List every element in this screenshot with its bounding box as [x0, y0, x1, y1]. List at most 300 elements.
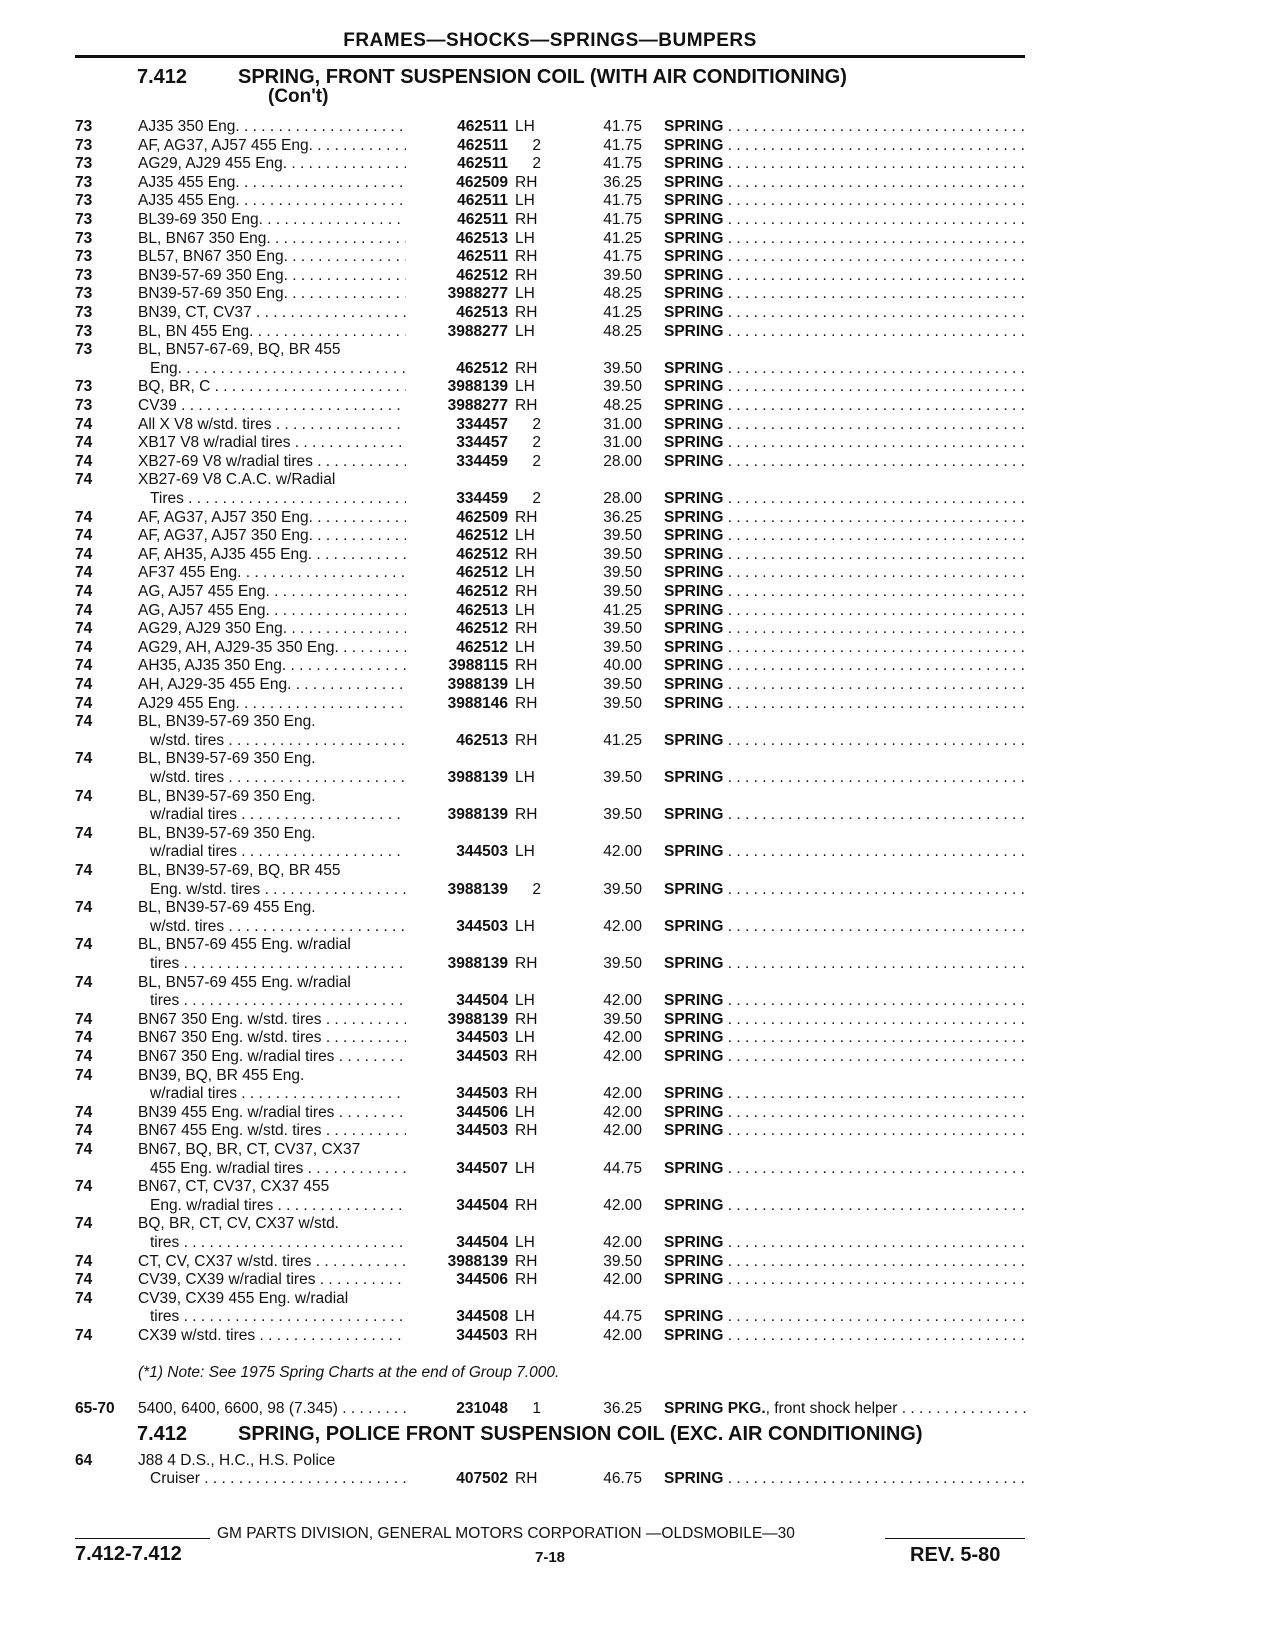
figure-number: 74	[75, 415, 93, 433]
part-name-text: SPRING	[664, 601, 724, 619]
price: 36.25	[603, 173, 642, 191]
part-name	[664, 918, 1026, 936]
part-number: 462512	[456, 620, 508, 638]
quantity: LH	[515, 1029, 535, 1047]
quantity: 2	[532, 136, 541, 154]
table-row	[0, 657, 1280, 675]
part-number: 344506	[456, 1103, 508, 1121]
part-name	[664, 360, 1026, 378]
price: 42.00	[603, 1271, 642, 1289]
quantity: RH	[515, 1085, 538, 1103]
part-number: 3988139	[447, 378, 508, 396]
part-name-text: SPRING	[664, 415, 724, 433]
row-description: BN39 455 Eng. w/radial tires . . .	[138, 1104, 406, 1122]
part-name	[664, 118, 1026, 136]
price: 39.50	[603, 676, 642, 693]
row-description-cont: tires . . .	[150, 1234, 406, 1252]
quantity: RH	[515, 545, 538, 563]
figure-number: 73	[75, 378, 93, 396]
part-name-text: SPRING	[664, 322, 724, 340]
part-name	[664, 546, 1026, 564]
table-row	[0, 1290, 1280, 1308]
part-name	[664, 1253, 1026, 1271]
part-number: 3988139	[447, 806, 508, 824]
table-row-64-cont	[0, 1470, 1280, 1488]
table-row	[0, 211, 1280, 229]
part-number: 344504	[456, 1234, 508, 1251]
figure-number: 73	[75, 266, 93, 284]
price: 39.50	[603, 378, 642, 396]
row-description: XB27-69 V8 C.A.C. w/Radial	[138, 471, 336, 489]
part-name	[664, 174, 1026, 192]
part-name	[664, 285, 1026, 303]
row-description-cont: Eng. w/std. tires . . .	[150, 881, 406, 899]
price: 41.75	[603, 211, 642, 228]
part-name-text: SPRING	[664, 211, 724, 228]
part-name-text: SPRING	[664, 676, 724, 693]
quantity: RH	[515, 248, 538, 266]
figure-number: 74	[75, 899, 93, 917]
part-name-text: SPRING	[664, 452, 724, 470]
figure-number: 73	[75, 173, 93, 191]
price: 48.25	[603, 397, 642, 414]
row-description: BL, BN57-69 455 Eng. w/radial	[138, 973, 351, 991]
quantity: LH	[515, 1103, 535, 1121]
part-name	[664, 453, 1026, 471]
part-name	[664, 509, 1026, 527]
price: 28.00	[603, 452, 642, 470]
figure-number: 74	[75, 527, 93, 545]
table-row	[0, 341, 1280, 359]
table-row	[0, 788, 1280, 806]
table-row	[0, 174, 1280, 192]
table-row	[0, 471, 1280, 489]
part-name-text: SPRING	[664, 527, 724, 545]
row-description-cont: Tires . . .	[150, 490, 406, 508]
table-row	[0, 974, 1280, 992]
part-name	[664, 323, 1026, 341]
part-name	[664, 490, 1026, 508]
price: 39.50	[603, 880, 642, 898]
part-number: 462513	[456, 304, 508, 321]
part-name	[664, 1160, 1026, 1178]
row-description: BL, BN39-57-69, BQ, BR 455	[138, 862, 341, 879]
part-number: 334457	[456, 434, 508, 452]
figure-number: 74	[75, 657, 93, 675]
part-name	[664, 843, 1026, 861]
price: 42.00	[603, 1048, 642, 1065]
quantity: RH	[515, 955, 538, 972]
row-description: AF, AH35, AJ35 455 Eng. . . .	[138, 546, 406, 564]
table-row	[0, 1178, 1280, 1196]
figure-number: 74	[75, 694, 93, 712]
part-number: 344508	[456, 1308, 508, 1326]
figure-number: 73	[75, 341, 93, 359]
figure-number: 74	[75, 1252, 93, 1270]
part-name	[664, 639, 1026, 657]
part-name-text: SPRING	[664, 545, 724, 563]
part-name	[664, 378, 1026, 396]
part-name	[664, 695, 1026, 713]
footer-revision: REV. 5-80	[910, 1544, 1001, 1566]
table-row	[0, 230, 1280, 248]
figure-number: 74	[75, 862, 93, 879]
figure-number: 73	[75, 155, 93, 173]
quantity: RH	[515, 1048, 538, 1065]
table-row	[0, 509, 1280, 527]
part-number: 462511	[457, 211, 508, 228]
row-description: BL, BN57-69 455 Eng. w/radial	[138, 936, 351, 954]
part-name	[664, 1085, 1026, 1103]
price: 39.50	[603, 955, 642, 972]
figure-number: 74	[75, 434, 93, 452]
quantity: RH	[515, 1196, 538, 1214]
row-description: AH35, AJ35 350 Eng. . . .	[138, 657, 406, 675]
quantity: RH	[515, 211, 538, 228]
figure-number: 74	[75, 1122, 93, 1140]
quantity: 2	[532, 415, 541, 433]
row-description-cont: tires . . .	[150, 992, 406, 1010]
row-description: BL, BN39-57-69 350 Eng.	[138, 824, 316, 842]
price: 39.50	[603, 527, 642, 545]
part-name	[664, 1197, 1026, 1215]
row-description: AG29, AH, AJ29-35 350 Eng. . . .	[138, 639, 406, 657]
table-row	[0, 862, 1280, 880]
part-number: 3988139	[447, 955, 508, 972]
part-number: 462512	[456, 527, 508, 545]
quantity: RH	[515, 806, 538, 824]
part-name-text: SPRING	[664, 638, 724, 656]
part-number: 462509	[456, 508, 508, 526]
price: 42.00	[603, 1103, 642, 1121]
part-name	[664, 583, 1026, 601]
price: 41.75	[603, 136, 642, 154]
figure-number: 73	[75, 229, 93, 247]
figure-number: 74	[75, 638, 93, 656]
part-name	[664, 1122, 1026, 1140]
quantity: RH	[515, 304, 538, 321]
row-description: CV39, CX39 w/radial tires . . .	[138, 1271, 406, 1289]
part-number: 344503	[456, 1085, 508, 1103]
part-name-text: SPRING	[664, 731, 724, 749]
quantity: RH	[515, 583, 538, 600]
quantity: LH	[515, 564, 535, 582]
row-description: AJ35 455 Eng. . . .	[138, 192, 406, 210]
part-number: 334457	[456, 415, 508, 433]
table-row	[0, 137, 1280, 155]
figure-number: 73	[75, 285, 93, 303]
table-row	[0, 750, 1280, 768]
figure-number: 74	[75, 1066, 93, 1084]
quantity: RH	[515, 173, 538, 191]
part-name	[664, 769, 1026, 787]
table-row	[0, 285, 1280, 303]
table-row-cont	[0, 992, 1280, 1010]
price: 44.75	[603, 1308, 642, 1326]
quantity: RH	[515, 1327, 538, 1344]
row-description: XB27-69 V8 w/radial tires . . .	[138, 453, 406, 471]
price: 31.00	[603, 415, 642, 433]
part-number: 462512	[456, 359, 508, 377]
part-name-text: SPRING	[664, 620, 724, 638]
row-description: AJ29 455 Eng. . . .	[138, 695, 406, 713]
part-name-text: SPRING	[664, 304, 724, 321]
part-name-text: SPRING	[664, 657, 724, 675]
part-name-text: SPRING	[664, 285, 724, 303]
part-name-text: SPRING	[664, 229, 724, 247]
part-name-text: SPRING	[664, 1252, 724, 1270]
part-number: 3988139	[447, 880, 508, 898]
table-row	[0, 639, 1280, 657]
quantity: RH	[515, 397, 538, 414]
part-name	[664, 137, 1026, 155]
row-description: AJ35 455 Eng. . . .	[138, 174, 406, 192]
part-name-text: SPRING	[664, 378, 724, 396]
price: 39.50	[603, 769, 642, 786]
figure-number: 73	[75, 304, 93, 321]
row-description: BN39, BQ, BR 455 Eng.	[138, 1066, 305, 1084]
table-row	[0, 546, 1280, 564]
price: 42.00	[603, 917, 642, 935]
row-description: AG29, AJ29 350 Eng. . . .	[138, 620, 406, 638]
table-row	[0, 1215, 1280, 1233]
figure-number: 74	[75, 508, 93, 526]
part-name-text: SPRING	[664, 1048, 724, 1065]
row-description: J88 4 D.S., H.C., H.S. Police	[138, 1452, 336, 1469]
part-name-text: SPRING	[664, 359, 724, 377]
part-number: 3988277	[447, 322, 508, 340]
part-name-text: SPRING	[664, 248, 724, 266]
part-number: 462512	[456, 583, 508, 600]
part-number: 462513	[456, 601, 508, 619]
part-number: 344503	[456, 1029, 508, 1047]
figure-number: 74	[75, 1048, 93, 1065]
part-number: 462512	[456, 266, 508, 284]
row-description: BN67 350 Eng. w/radial tires . . .	[138, 1048, 406, 1066]
row-description: CV39 . . .	[138, 397, 406, 415]
price: 41.25	[603, 229, 642, 247]
price: 39.50	[603, 694, 642, 712]
table-row	[0, 192, 1280, 210]
figure-number: 74	[75, 676, 93, 693]
figure-number: 73	[75, 248, 93, 266]
part-number: 334459	[456, 452, 508, 470]
row-description-cont: w/std. tires . . .	[150, 732, 406, 750]
quantity: RH	[515, 359, 538, 377]
part-number: 462512	[456, 638, 508, 656]
quantity: RH	[515, 731, 538, 749]
quantity: RH	[515, 1271, 538, 1289]
section-title: SPRING, POLICE FRONT SUSPENSION COIL (EXC. AIR CONDITIONING)	[238, 1423, 923, 1445]
quantity: RH	[515, 508, 538, 526]
price: 39.50	[603, 1252, 642, 1270]
figure-number: 74	[75, 824, 93, 842]
row-description: CT, CV, CX37 w/std. tires . . .	[138, 1253, 406, 1271]
quantity: RH	[515, 1010, 538, 1028]
part-name-text: SPRING	[664, 508, 724, 526]
part-number: 462511	[457, 248, 508, 266]
table-row-cont	[0, 843, 1280, 861]
table-row	[0, 416, 1280, 434]
table-row	[0, 248, 1280, 266]
table-row	[0, 564, 1280, 582]
part-name-text: SPRING	[664, 1470, 724, 1487]
part-name-text: SPRING	[664, 1327, 724, 1344]
row-description: All X V8 w/std. tires . . .	[138, 416, 406, 434]
row-description: BL, BN67 350 Eng. . . .	[138, 230, 406, 248]
figure-number: 74	[75, 1178, 93, 1196]
part-number: 3988277	[447, 397, 508, 414]
part-name	[664, 1271, 1026, 1289]
price: 42.00	[603, 1122, 642, 1140]
figure-number: 73	[75, 136, 93, 154]
part-name-text: SPRING	[664, 434, 724, 452]
part-name-text: SPRING	[664, 1085, 724, 1103]
part-name	[664, 397, 1026, 415]
part-name-text: SPRING	[664, 118, 724, 135]
row-description-cont: w/radial tires . . .	[150, 806, 406, 824]
quantity: RH	[515, 1252, 538, 1270]
figure-number: 73	[75, 322, 93, 340]
figure-number: 74	[75, 1271, 93, 1289]
quantity: 2	[532, 490, 541, 507]
price: 41.75	[603, 118, 642, 135]
figure-number: 74	[75, 1103, 93, 1121]
row-description-cont: Eng. w/radial tires . . .	[150, 1197, 406, 1215]
part-number: 462512	[456, 564, 508, 582]
price: 41.75	[603, 155, 642, 173]
figure-number: 74	[75, 1029, 93, 1047]
quantity: LH	[515, 285, 535, 303]
part-name	[664, 620, 1026, 638]
part-name	[664, 602, 1026, 620]
quantity: LH	[515, 118, 535, 135]
part-name-text: SPRING	[664, 1029, 724, 1047]
figure-number: 74	[75, 545, 93, 563]
figure-number: 64	[75, 1452, 93, 1469]
part-number: 344503	[456, 1122, 508, 1140]
table-row	[0, 453, 1280, 471]
price: 39.50	[603, 583, 642, 600]
row-description: BL, BN39-57-69 350 Eng.	[138, 713, 316, 731]
part-name-text: SPRING	[664, 880, 724, 898]
figure-number: 74	[75, 713, 93, 731]
part-name	[664, 676, 1026, 694]
part-number: 344503	[456, 1327, 508, 1344]
price: 44.75	[603, 1159, 642, 1177]
row-description: CV39, CX39 455 Eng. w/radial	[138, 1289, 349, 1307]
page-header-title: FRAMES—SHOCKS—SPRINGS—BUMPERS	[343, 30, 757, 51]
quantity: LH	[515, 1159, 535, 1177]
table-row	[0, 1029, 1280, 1047]
figure-number: 74	[75, 601, 93, 619]
part-name-text: SPRING	[664, 1308, 724, 1326]
part-name	[664, 564, 1026, 582]
part-name-text: SPRING	[664, 397, 724, 414]
row-description: BQ, BR, CT, CV, CX37 w/std.	[138, 1215, 339, 1233]
part-number: 344507	[456, 1159, 508, 1177]
row-description: BN67 350 Eng. w/std. tires . . .	[138, 1011, 406, 1029]
table-row	[0, 1271, 1280, 1289]
price: 36.25	[603, 1400, 642, 1417]
part-name-text: SPRING	[664, 266, 724, 284]
part-number: 3988139	[447, 1252, 508, 1270]
table-row	[0, 155, 1280, 173]
part-number: 344503	[456, 1048, 508, 1065]
part-name-text: SPRING	[664, 136, 724, 154]
row-description: BN39-57-69 350 Eng. . . .	[138, 267, 406, 285]
part-number: 462513	[456, 731, 508, 749]
price: 41.25	[603, 731, 642, 749]
part-name-text: SPRING	[664, 694, 724, 712]
quantity: 1	[532, 1400, 541, 1417]
part-name	[664, 1029, 1026, 1047]
part-name	[664, 881, 1026, 899]
footer-rule-right	[885, 1538, 1025, 1539]
part-name-text: SPRING	[664, 1122, 724, 1140]
table-row-cont	[0, 360, 1280, 378]
quantity: 2	[532, 880, 541, 898]
table-row	[0, 397, 1280, 415]
quantity: LH	[515, 229, 535, 247]
row-description: AG, AJ57 455 Eng. . . .	[138, 583, 406, 601]
part-number: 462511	[457, 192, 508, 210]
part-name-text: SPRING PKG.	[664, 1400, 766, 1417]
table-row	[0, 676, 1280, 694]
part-name-text: SPRING	[664, 192, 724, 210]
row-description-cont: tires . . .	[150, 955, 406, 973]
part-number: 344503	[456, 843, 508, 861]
figure-number: 74	[75, 564, 93, 582]
price: 39.50	[603, 564, 642, 582]
quantity: RH	[515, 620, 538, 638]
part-name-text: SPRING	[664, 155, 724, 173]
table-row	[0, 620, 1280, 638]
row-description: AG, AJ57 455 Eng. . . .	[138, 602, 406, 620]
part-number: 344503	[456, 917, 508, 935]
part-number: 344504	[456, 992, 508, 1010]
price: 39.50	[603, 266, 642, 284]
quantity: LH	[515, 676, 535, 693]
quantity: LH	[515, 378, 535, 396]
part-name	[664, 1308, 1026, 1326]
table-row	[0, 825, 1280, 843]
price: 39.50	[603, 806, 642, 824]
table-row	[0, 378, 1280, 396]
row-description: BQ, BR, C . . .	[138, 378, 406, 396]
part-name-text: SPRING	[664, 1010, 724, 1028]
header-rule	[75, 55, 1025, 58]
figure-number: 74	[75, 936, 93, 954]
part-number: 462511	[457, 136, 508, 154]
part-number: 462511	[457, 155, 508, 173]
quantity: LH	[515, 601, 535, 619]
part-number: 462513	[456, 229, 508, 247]
figure-number: 73	[75, 192, 93, 210]
part-number: 462511	[457, 118, 508, 135]
part-number: 3988115	[448, 657, 508, 675]
figure-number: 74	[75, 787, 93, 805]
row-description-cont: w/std. tires . . .	[150, 918, 406, 936]
part-name-text: SPRING	[664, 917, 724, 935]
table-row	[0, 899, 1280, 917]
row-description-cont: w/radial tires . . .	[150, 843, 406, 861]
table-row	[0, 1141, 1280, 1159]
section-heading-2	[137, 1423, 923, 1446]
row-description: BL, BN 455 Eng. . . .	[138, 323, 406, 341]
row-description: BN67 455 Eng. w/std. tires . . .	[138, 1122, 406, 1140]
table-row	[0, 695, 1280, 713]
